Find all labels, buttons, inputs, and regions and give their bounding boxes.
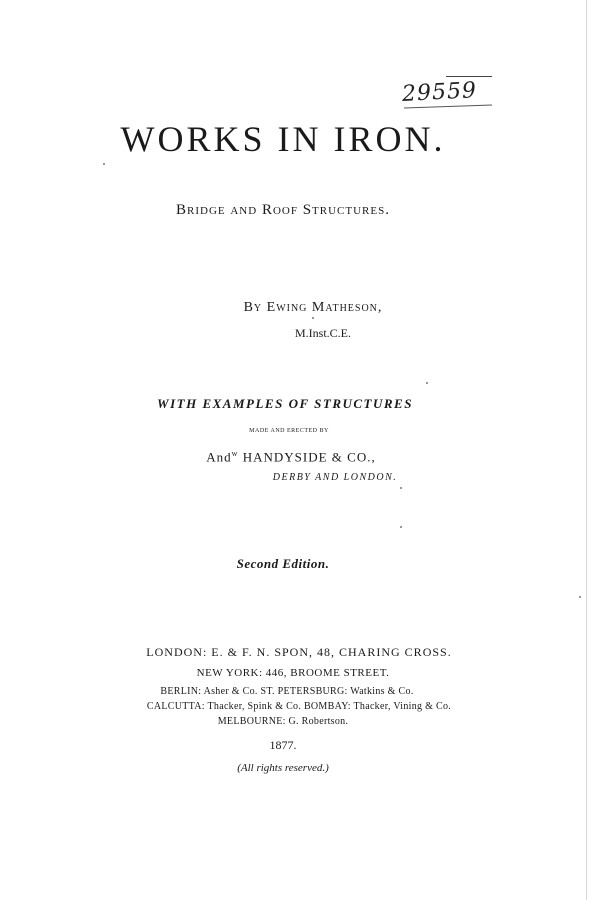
firm-prefix: And [206, 449, 232, 465]
imprint-melbourne: MELBOURNE: G. Robertson. [217, 716, 349, 727]
page-edge-rule [586, 0, 587, 900]
firm-name [8, 449, 574, 465]
author-credentials: M.Inst.C.E. [294, 326, 351, 340]
author-byline: By Ewing Matheson, [243, 300, 383, 315]
firm-superscript: w [231, 449, 239, 458]
book-title: WORKS IN IRON. [120, 119, 446, 159]
accession-number: 29559 [401, 78, 478, 107]
accession-mark-rule [446, 76, 492, 77]
made-and-erected-line: MADE AND ERECTED BY [249, 428, 329, 434]
edition-statement: Second Edition. [236, 556, 330, 571]
examples-heading: WITH EXAMPLES OF STRUCTURES [157, 396, 413, 411]
firm-rest: HANDYSIDE & CO., [238, 449, 376, 465]
print-speck [312, 317, 314, 319]
publication-year: 1877. [269, 738, 297, 752]
imprint-new-york: NEW YORK: 446, BROOME STREET. [196, 667, 390, 679]
book-subtitle: Bridge and Roof Structures. [176, 202, 390, 218]
print-speck [579, 596, 581, 598]
print-speck [400, 526, 402, 528]
print-speck [103, 163, 105, 165]
rights-notice: (All rights reserved.) [237, 762, 329, 774]
imprint-berlin: BERLIN: Asher & Co. ST. PETERSBURG: Watkins & Co. [160, 686, 414, 697]
firm-location: DERBY AND LONDON. [272, 472, 398, 483]
imprint-calcutta: CALCUTTA: Thacker, Spink & Co. BOMBAY: Thacker, Vining & Co. [146, 701, 452, 712]
print-speck [400, 487, 402, 489]
imprint-london: LONDON: E. & F. N. SPON, 48, CHARING CROSS. [146, 645, 452, 659]
print-speck [426, 382, 428, 384]
